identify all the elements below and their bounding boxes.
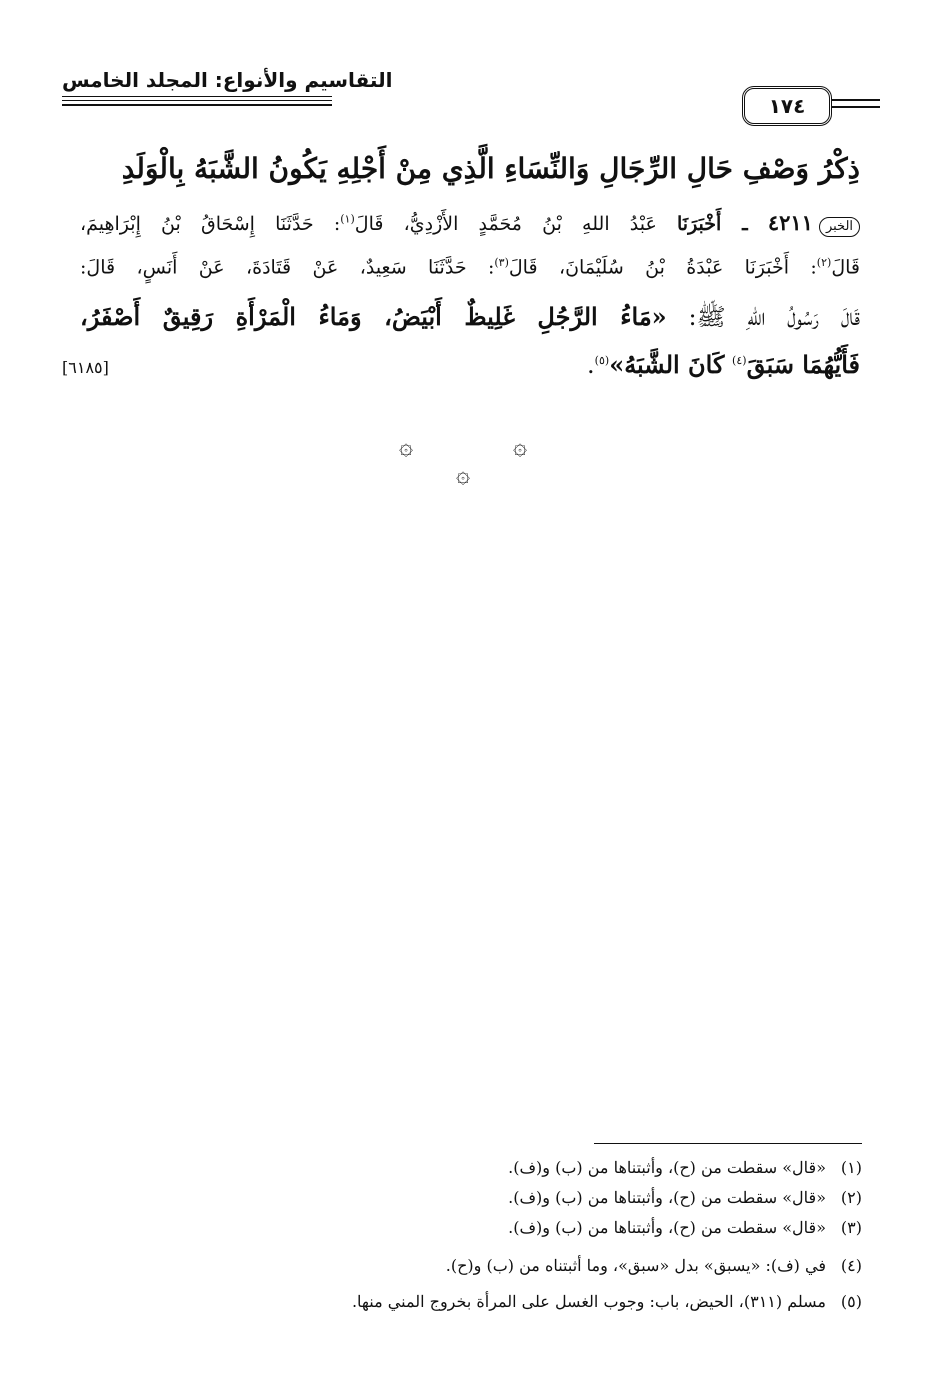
ornament-icon: ۞	[512, 432, 528, 460]
footnote-text: مسلم (٣١١)، الحيض، باب: وجوب الغسل على المرأة بخروج المني منها.	[351, 1292, 826, 1311]
page-number-box	[742, 86, 832, 126]
footnote-number: (١)	[840, 1158, 862, 1177]
header-rule	[62, 100, 332, 101]
isnad-text: عَبْدُ اللهِ بْنُ مُحَمَّدٍ الأَزْدِيُّ، قَالَ	[354, 213, 657, 235]
matn-text: فَأَيُّهُمَا سَبَقَ	[746, 350, 860, 379]
header-rule	[62, 104, 332, 106]
header-rule	[62, 96, 332, 97]
footnote-ref: (١)	[340, 212, 355, 226]
footnote	[142, 1158, 862, 1177]
section-title: ذِكْرُ وَصْفِ حَالِ الرِّجَالِ وَالنِّسَاءِ الَّذِي مِنْ أَجْلِهِ يَكُونُ الشَّبَهُ بِالْوَلَدِ	[121, 152, 860, 185]
hadith-reference: [٦١٨٥]	[62, 358, 109, 377]
ornament-icon: ۞	[455, 460, 471, 488]
footnote-ref: (٣)	[494, 256, 509, 269]
page-number-rule	[832, 106, 880, 108]
matn-line-2	[80, 350, 860, 379]
isnad-text: : أَخْبَرَنَا عَبْدَةُ بْنُ سُلَيْمَانَ، قَالَ	[508, 256, 817, 279]
matn-lead: قَالَ رَسُولُ اللهِ ﷺ:	[688, 303, 860, 331]
page-number-rule	[832, 99, 880, 101]
matn-text: كَانَ الشَّبَهُ»	[609, 350, 725, 379]
isnad-text: قَالَ	[831, 256, 860, 279]
footnote-number: (٤)	[840, 1256, 862, 1275]
matn-text: «مَاءُ الرَّجُلِ غَلِيظٌ أَبْيَضُ، وَمَاءُ الْمَرْأَةِ رَقِيقٌ أَصْفَرُ،	[80, 302, 667, 331]
footnote-number: (٢)	[840, 1188, 862, 1207]
footnote	[142, 1292, 862, 1311]
footnote-text: «قال» سقطت من (ح)، وأثبتناها من (ب) و(ف).	[508, 1188, 826, 1207]
footnote-ref: (٢)	[816, 256, 832, 269]
matn-end: .	[587, 351, 595, 379]
isnad-text: : حَدَّثَنَا إِسْحَاقُ بْنُ إِبْرَاهِيمَ،	[80, 213, 341, 235]
footnote-number: (٣)	[840, 1218, 862, 1237]
footnote-ref: (٥)	[594, 354, 610, 367]
hadith-lead: ـ أَخْبَرَنَا	[677, 213, 748, 235]
isnad-line-1	[80, 210, 860, 237]
footnote-ref: (٤)	[732, 354, 747, 367]
matn-line-1	[80, 302, 860, 337]
footnote-text: في (ف): «يسبق» بدل «سبق»، وما أثبتناه من (ب) و(ح).	[445, 1256, 826, 1275]
footnote	[142, 1218, 862, 1237]
running-header-title: التقاسيم والأنواع: المجلد الخامس	[62, 68, 393, 92]
page-number: ١٧٤	[768, 94, 806, 118]
isnad-text: : حَدَّثَنَا سَعِيدٌ، عَنْ قَتَادَةَ، عَنْ أَنَسٍ، قَالَ:	[80, 256, 495, 279]
footnote-text: «قال» سقطت من (ح)، وأثبتناها من (ب) و(ف).	[508, 1158, 826, 1177]
isnad-line-2	[80, 256, 860, 278]
footnote-text: «قال» سقطت من (ح)، وأثبتناها من (ب) و(ف).	[508, 1218, 826, 1237]
footnote	[142, 1256, 862, 1275]
hadith-number: ٤٢١١	[767, 210, 813, 235]
ornament-icon: ۞	[398, 432, 414, 460]
footnote-number: (٥)	[840, 1292, 862, 1311]
footnote-rule	[594, 1143, 862, 1144]
hadith-badge: الخبر	[819, 217, 860, 237]
footnote	[142, 1188, 862, 1207]
